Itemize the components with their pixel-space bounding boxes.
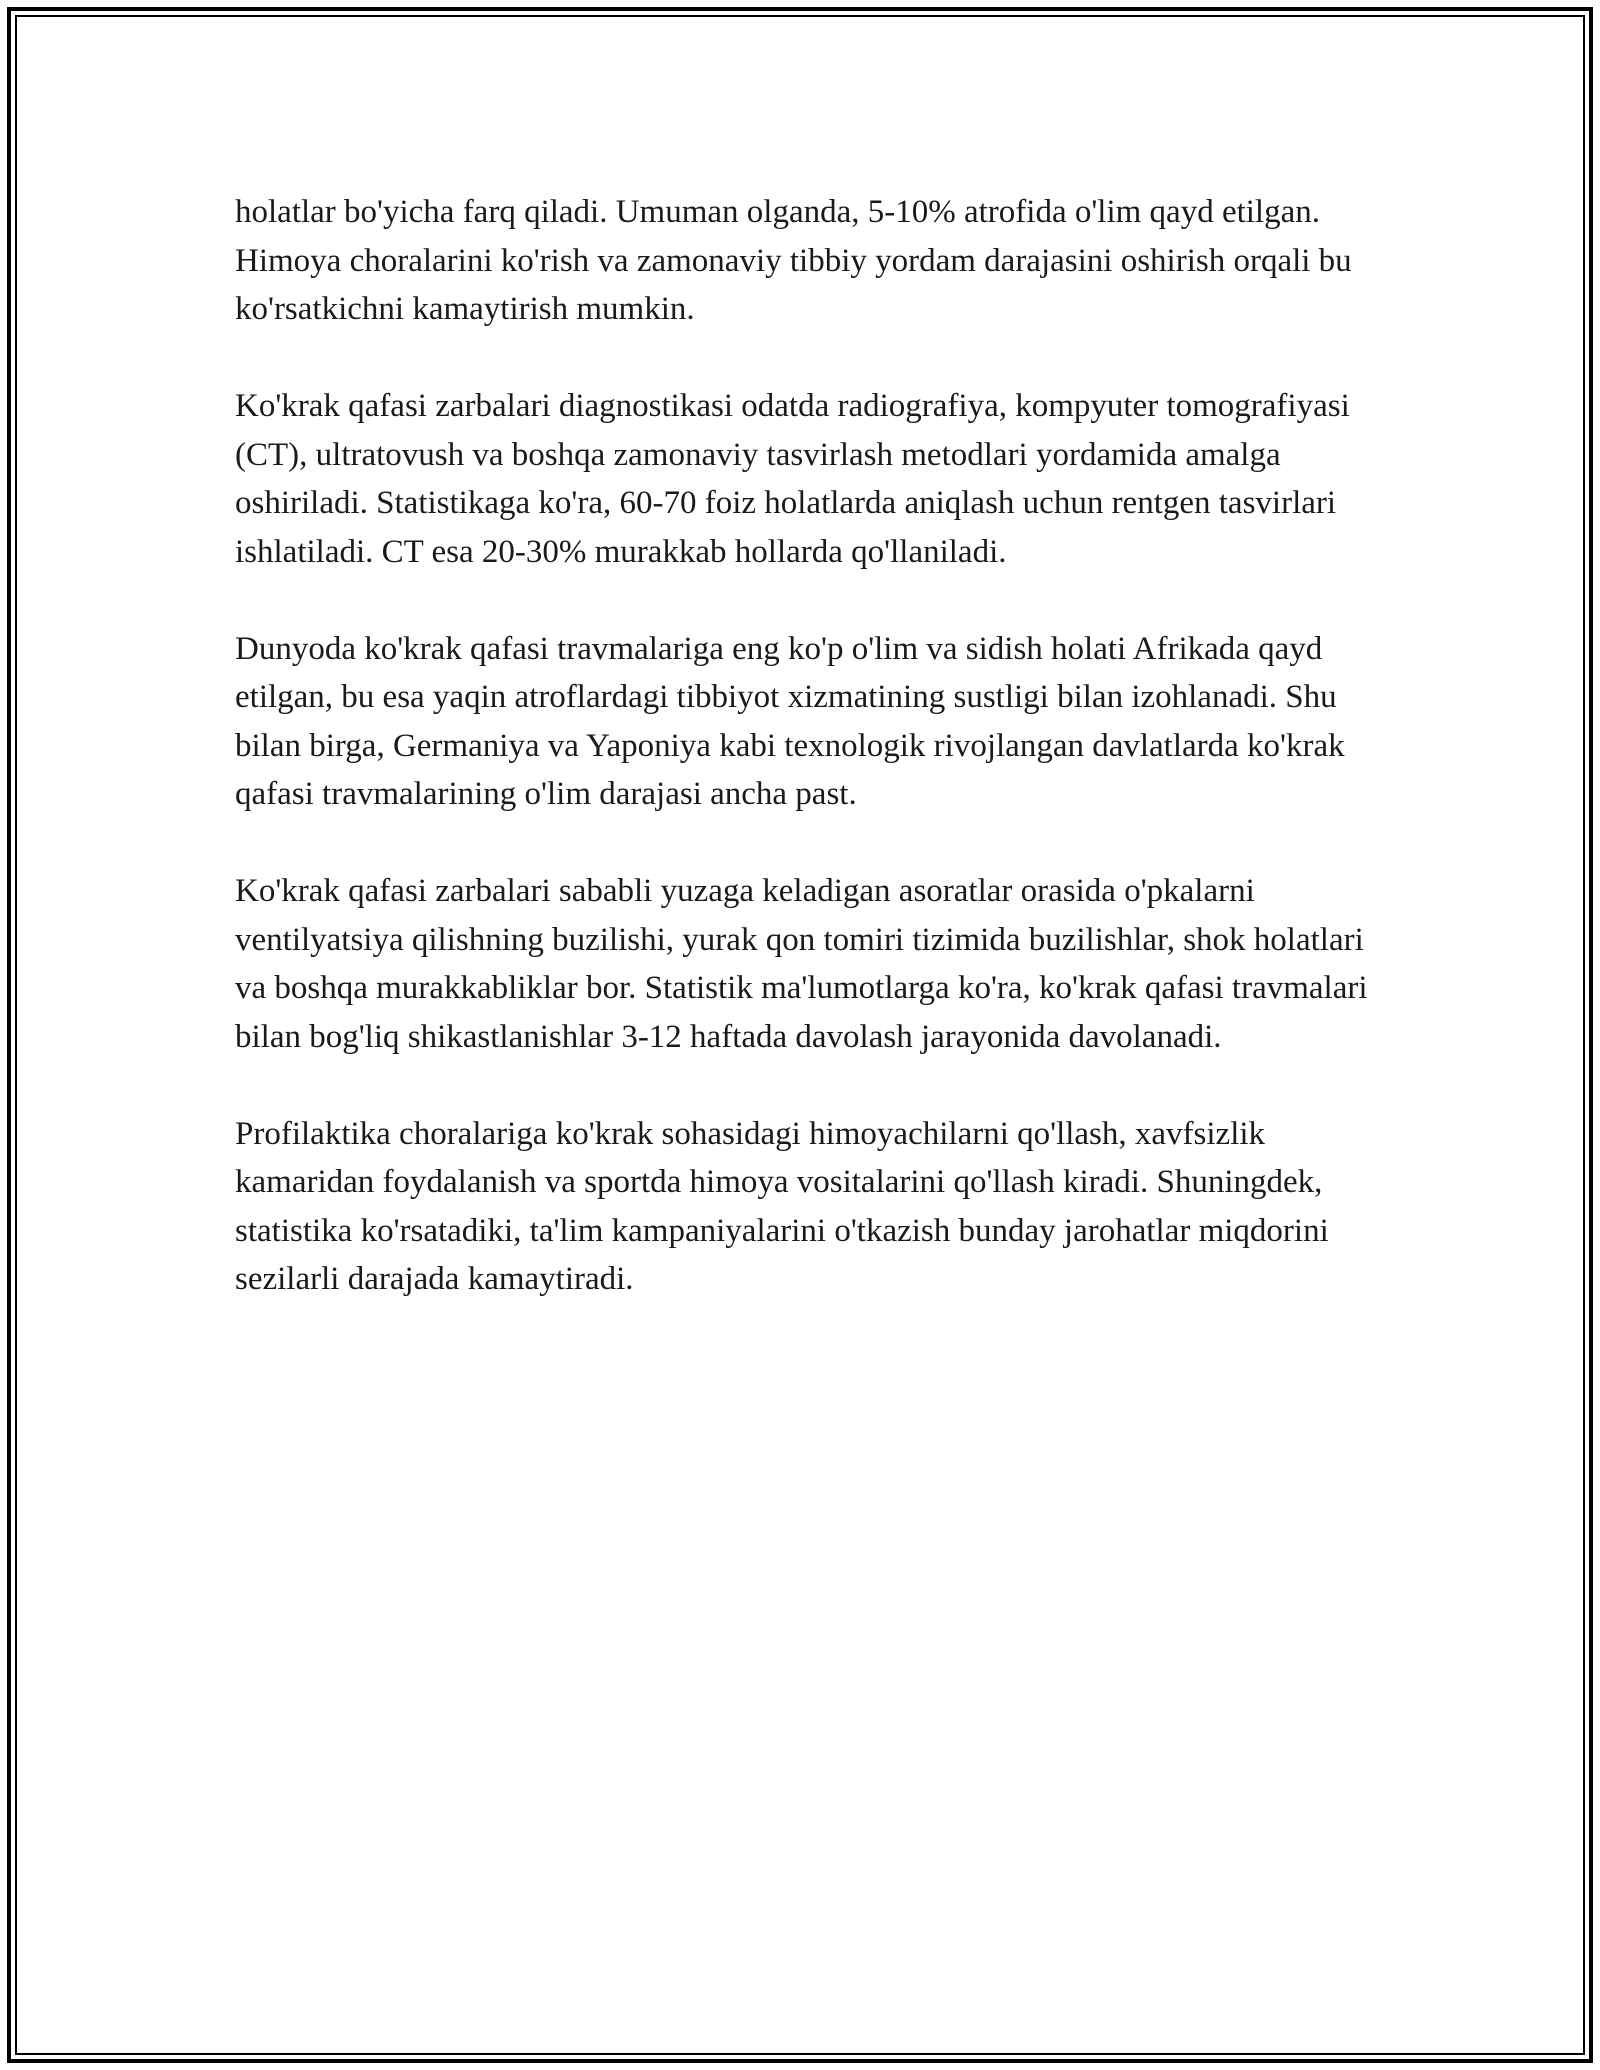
document-body: [235, 188, 1375, 1352]
paragraph-diagnostics: Ko'krak qafasi zarbalari diagnostikasi odatda radiografiya, kompyuter tomografiyasi (CT), ultratovush va boshqa zamonaviy tasvirlash metodlari yordamida amalga oshiriladi. Statistikaga ko'ra, 60-70 foiz holatlarda aniqlash uchun rentgen tasvirlari ishlatiladi. CT esa 20-30% murakkab hollarda qo'llaniladi.: [235, 388, 1350, 570]
paragraph-prevention: Profilaktika choralariga ko'krak sohasidagi himoyachilarni qo'llash, xavfsizlik kamaridan foydalanish va sportda himoya vositalarini qo'llash kiradi. Shuningdek, statistika ko'rsatadiki, ta'lim kampaniyalarini o'tkazish bunday jarohatlar miqdorini sezilarli darajada kamaytiradi.: [235, 1115, 1329, 1297]
paragraph-complications: Ko'krak qafasi zarbalari sababli yuzaga keladigan asoratlar orasida o'pkalarni ventilyatsiya qilishning buzilishi, yurak qon tomiri tizimida buzilishlar, shok holatlari va boshqa murakkabliklar bor. Statistik ma'lumotlarga ko'ra, ko'krak qafasi travmalari bilan bog'liq shikastlanishlar 3-12 haftada davolash jarayonida davolanadi.: [235, 873, 1368, 1055]
paragraph-mortality: holatlar bo'yicha farq qiladi. Umuman olganda, 5-10% atrofida o'lim qayd etilgan. Himoya choralarini ko'rish va zamonaviy tibbiy yordam darajasini oshirish orqali bu ko'rsatkichni kamaytirish mumkin.: [235, 194, 1352, 327]
paragraph-world-statistics: Dunyoda ko'krak qafasi travmalariga eng ko'p o'lim va sidish holati Afrikada qayd etilgan, bu esa yaqin atroflardagi tibbiyot xizmatining sustligi bilan izohlanadi. Shu bilan birga, Germaniya va Yaponiya kabi texnologik rivojlangan davlatlarda ko'krak qafasi travmalarining o'lim darajasi ancha past.: [235, 630, 1345, 812]
